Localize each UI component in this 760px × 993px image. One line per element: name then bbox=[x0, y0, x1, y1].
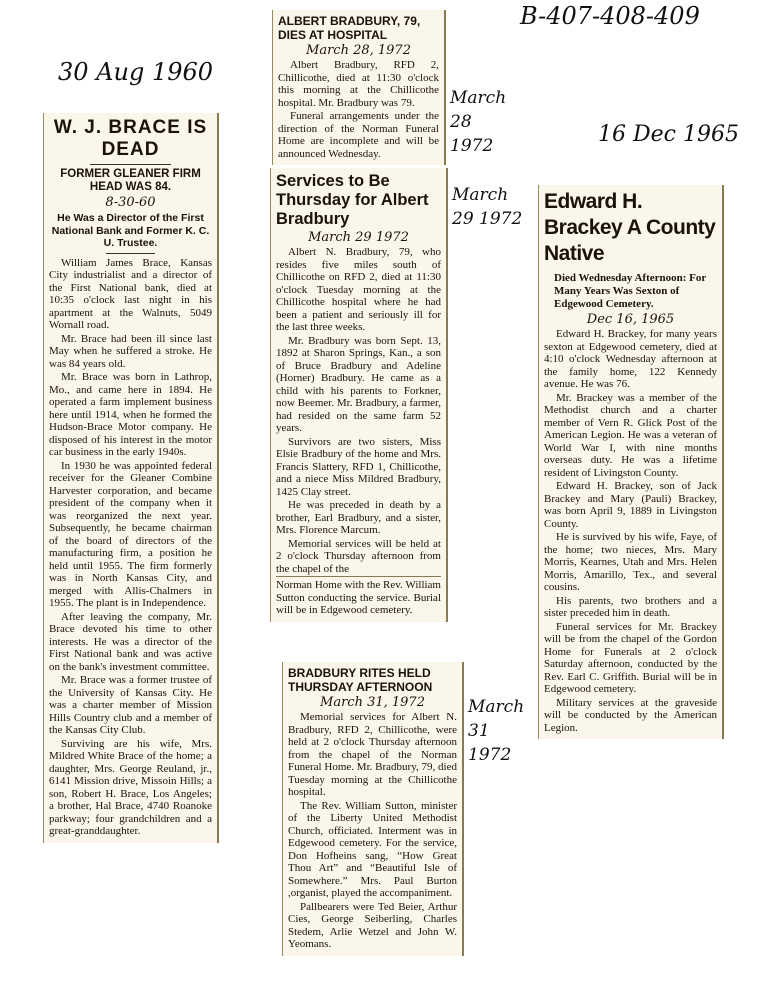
paragraph: Mr. Bradbury was born Sept. 13, 1892 at Sharon Springs, Kan., a son of Bruce Bradbury and Adeline (Horner) Bradbury. He came as a child with his parents to Forkner, now Beemer. Mr. Bradbury, a farmer, had resided on the same farm 52 years. bbox=[276, 334, 441, 434]
bradbury-rites-clipping bbox=[282, 662, 464, 956]
bradbury-services-clipping bbox=[270, 168, 448, 622]
paragraph: He is survived by his wife, Faye, of the home; two nieces, Mrs. Mary Morris, Kearnes, Utah and Mrs. Helen Morris, Amarillo, Tex., and several cousins. bbox=[544, 531, 717, 593]
paragraph: Albert N. Bradbury, 79, who resides five miles south of Chillicothe on RFD 2, died at 11:30 o'clock Tuesday morning at the Chillicothe hospital where he had been a patient and seriously ill for the last three weeks. bbox=[276, 246, 441, 333]
bradbury-dies-clipping bbox=[272, 10, 446, 165]
paragraph: In 1930 he was appointed federal receiver for the Gleaner Combine Harvester corporation, and became president of the company when it was reorganized the next year. Subsequently, he became chairman of the board of directors of the manufacturing firm, a position he held until 1955. The firm formerly was in North Kansas City, and merged with Allis-Chalmers in 1955. The plant is in Independence. bbox=[49, 459, 212, 609]
article-body bbox=[544, 328, 717, 734]
brace-date-note: 30 Aug 1960 bbox=[58, 58, 214, 86]
brackey-obituary-clipping bbox=[538, 185, 724, 739]
paragraph: William James Brace, Kansas City industrialist and a director of the First National bank, died at 10:35 o'clock last night in his apartment at the Walnuts, 5049 Wornall road. bbox=[49, 256, 212, 331]
march31-note: March 31 1972 bbox=[468, 697, 525, 765]
paragraph: Pallbearers were Ted Beier, Arthur Cies, George Seiberling, Charles Stedem, Arlie Wetzel and John W. Yeomans. bbox=[288, 900, 457, 950]
paragraph: The Rev. William Sutton, minister of the Liberty United Methodist Church, officiated. Interment was in Edgewood cemetery. For the service, Don Hofheins sang, “How Great Thou Art” and “Beautiful Isle of Somewhere.” Mrs. Paul Burton ,organist, played the accompaniment. bbox=[288, 799, 457, 899]
article-body bbox=[276, 246, 441, 617]
article-body bbox=[49, 257, 212, 838]
paragraph-continuation: Norman Home with the Rev. William Sutton conducting the service. Burial will be in Edgewood cemetery. bbox=[276, 576, 441, 617]
march28-note: March 28 1972 bbox=[450, 88, 507, 156]
article-body bbox=[278, 59, 439, 160]
handwritten-date: 8-30-60 bbox=[105, 195, 156, 210]
paragraph: Memorial services for Albert N. Bradbury, RFD 2, Chillicothe, were held at 2 o'clock Thursday afternoon from the chapel of the Norman Funeral Home. Mr. Bradbury, 79, died Tuesday morning at the Chillicothe hospital. bbox=[288, 711, 457, 798]
headline: W. J. BRACE IS DEAD bbox=[53, 117, 208, 160]
paragraph: He was preceded in death by a brother, Earl Bradbury, and a sister, Mrs. Florence Marcum. bbox=[276, 499, 441, 536]
paragraph: After leaving the company, Mr. Brace devoted his time to other interests. He was a director of the First National bank and was active on the bank's investment committee. bbox=[49, 610, 212, 673]
brace-obituary-clipping bbox=[43, 113, 219, 843]
brackey-date-note: 16 Dec 1965 bbox=[598, 122, 739, 147]
handwritten-date: Dec 16, 1965 bbox=[586, 312, 675, 327]
paragraph: Survivors are two sisters, Miss Elsie Bradbury of the home and Mrs. Francis Slattery, RFD 1, Chillicothe, and a niece Miss Mildred Bradbury, 1425 Clay street. bbox=[276, 435, 441, 498]
article-body bbox=[288, 711, 457, 951]
subhead: FORMER GLEANER FIRM HEAD WAS 84. bbox=[60, 168, 201, 193]
paragraph: His parents, two brothers and a sister preceded him in death. bbox=[544, 594, 717, 619]
paragraph: Funeral services for Mr. Brackey will be from the chapel of the Gordon Home for Funerals at 2 o'clock Saturday afternoon, conducted by the Rev. Earl C. Griffith. Burial will be in Edgewood cemetery. bbox=[544, 620, 717, 695]
paragraph: Military services at the graveside will be conducted by the American Legion. bbox=[544, 696, 717, 734]
paragraph: Mr. Brace was a former trustee of the University of Kansas City. He was a charter member of Mission Hills Country club and a member of the Kansas City Club. bbox=[49, 674, 212, 736]
deck: Died Wednesday Afternoon: For Many Years Was Sexton of Edgewood Cemetery. bbox=[554, 272, 707, 310]
paragraph: Mr. Brace had been ill since last May when he suffered a stroke. He was 84 years old. bbox=[49, 332, 212, 370]
paragraph: Mr. Brace was born in Lathrop, Mo., and came here in 1894. He operated a farm implement business here until 1914, when he formed the Hudson-Brace Motor company. He disposed of his interest in the motor car business in the early 1940s. bbox=[49, 371, 212, 458]
file-reference-note: B-407-408-409 bbox=[520, 2, 700, 30]
paragraph: Edward H. Brackey, for many years sexton at Edgewood cemetery, died at 4:10 o'clock Wednesday afternoon at the family home, 122 Kennedy avenue. He was 76. bbox=[544, 328, 717, 390]
paragraph: Mr. Brackey was a member of the Methodist church and a charter member of Vern R. Glick Post of the American Legion. He was a veteran of World War I, with nine months overseas duty. He was a lifetime resident of Livingston County. bbox=[544, 391, 717, 479]
headline: BRADBURY RITES HELD THURSDAY AFTERNOON bbox=[288, 666, 433, 694]
paragraph: Edward H. Brackey, son of Jack Brackey and Mary (Pauli) Brackey, was born April 9, 1889 in Livingston County. bbox=[544, 480, 717, 530]
paragraph: Memorial services will be held at 2 o'clock Thursday afternoon from the chapel of the bbox=[276, 537, 441, 575]
handwritten-date: March 31, 1972 bbox=[320, 695, 425, 710]
handwritten-date: March 29 1972 bbox=[308, 230, 409, 245]
march29-note: March 29 1972 bbox=[452, 185, 523, 229]
paragraph: Surviving are his wife, Mrs. Mildred White Brace of the home; a daughter, Mrs. George Reuland, jr., 6141 Mission drive, Missoin Hills; a son, Robert H. Brace, Los Angeles; a brother, Hal Brace, 4740 Roanoke parkway; four grandchildren and a great-granddaughter. bbox=[49, 737, 212, 837]
headline: Edward H. Brackey A County Native bbox=[544, 190, 716, 265]
handwritten-date: March 28, 1972 bbox=[306, 43, 411, 58]
headline: ALBERT BRADBURY, 79, DIES AT HOSPITAL bbox=[278, 14, 421, 42]
paragraph: Funeral arrangements under the direction of the Norman Funeral Home are incomplete and will be announced Wednesday. bbox=[278, 110, 439, 160]
deck: He Was a Director of the First National Bank and Former K. C. U. Trustee. bbox=[51, 212, 210, 249]
paragraph: Albert Bradbury, RFD 2, Chillicothe, died at 11:30 o'clock this morning at the Chillicothe hospital. Mr. Bradbury was 79. bbox=[278, 59, 439, 109]
headline: Services to Be Thursday for Albert Bradbury bbox=[276, 172, 429, 228]
